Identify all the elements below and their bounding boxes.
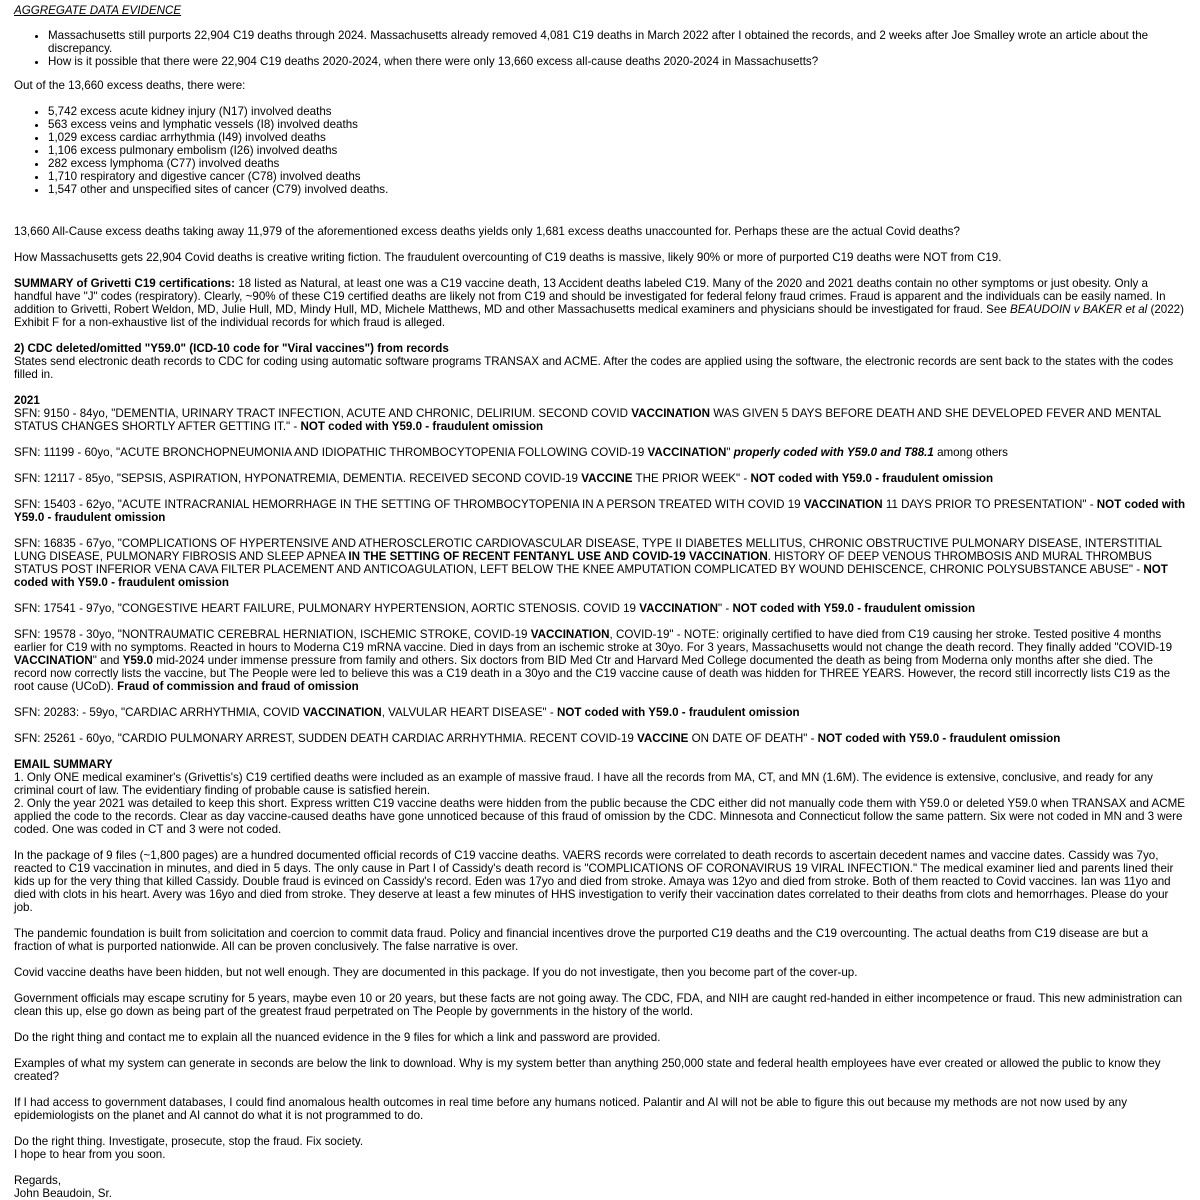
excess-deaths-list xyxy=(14,105,1186,196)
list-item: • 1,106 excess pulmonary embolism (I26) involved deaths xyxy=(48,144,1186,157)
case-citation: BEAUDOIN v BAKER et al xyxy=(1010,303,1148,316)
cdc-section xyxy=(14,342,1186,381)
record-sfn-25261: SFN: 25261 - 60yo, "CARDIO PULMONARY ARREST, SUDDEN DEATH CARDIAC ARRHYTHMIA. RECENT COVID-19 VACCINE ON DATE OF DEATH" - NOT coded with Y59.0 - fraudulent omission xyxy=(14,732,1061,745)
foundation-paragraph: The pandemic foundation is built from solicitation and coercion to commit data fraud. Policy and financial incentives drove the purported C19 deaths and the C19 overcounting. The actual deaths from C19 disease are but a fraction of what is purported nationwide. All can be proven conclusively. The false narrative is over. xyxy=(14,927,1149,953)
record-sfn-20283: SFN: 20283: - 59yo, "CARDIAC ARRHYTHMIA, COVID VACCINATION, VALVULAR HEART DISEASE" - NOT coded with Y59.0 - fraudulent omission xyxy=(14,706,800,719)
email-summary xyxy=(14,758,1186,836)
access-paragraph: If I had access to government databases, I could find anomalous health outcomes in real time before any humans noticed. Palantir and AI will not be able to figure this out because my methods are not now used by any epidemiologists on the planet and AI cannot do what it is not programmed to do. xyxy=(14,1096,1128,1122)
fiction-paragraph: How Massachusetts gets 22,904 Covid deaths is creative writing fiction. The fraudulent overcounting of C19 deaths is massive, likely 90% or more of purported C19 deaths were NOT from C19. xyxy=(14,251,1002,264)
list-item: • Massachusetts still purports 22,904 C19 deaths through 2024. Massachusetts already removed 4,081 C19 deaths in March 2022 after I obtained the records, and 2 weeks after Joe Smalley wrote an article about the discrepancy. xyxy=(48,29,1186,55)
document-heading: AGGREGATE DATA EVIDENCE xyxy=(14,4,182,17)
record-sfn-17541: SFN: 17541 - 97yo, "CONGESTIVE HEART FAILURE, PULMONARY HYPERTENSION, AORTIC STENOSIS. COVID 19 VACCINATION" - NOT coded with Y59.0 - fraudulent omission xyxy=(14,602,976,615)
record-sfn-19578: SFN: 19578 - 30yo, "NONTRAUMATIC CEREBRAL HERNIATION, ISCHEMIC STROKE, COVID-19 VACCINATION, COVID-19" - NOTE: originally certified to have died from C19 causing her stroke. Tested positive 4 months earlier for C19 with no symptoms. Reacted in hours to Moderna C19 mRNA vaccine. Died in days from an ischemic stroke at 30yo. For 3 years, Massachusetts would not change the death record. They finally added "COVID-19 VACCINATION" and Y59.0 mid-2024 under immense pressure from family and others. Six doctors from BID Med Ctr and Harvard Med College documented the death as being from Moderna only months after she died. The record now correctly lists the vaccine, but The People were led to believe this was a C19 death in a 30yo and the C19 vaccine cause of death was hidden for THREE YEARS. However, the record still incorrectly lists C19 as the root cause (UCoD). Fraud of commission and fraud of omission xyxy=(14,628,1173,693)
regards: Regards, xyxy=(14,1174,62,1187)
cdc-section-title: 2) CDC deleted/omitted "Y59.0" (ICD-10 code for "Viral vaccines") from records xyxy=(14,342,449,355)
closing-line-2: I hope to hear from you soon. xyxy=(14,1148,166,1161)
summary-paragraph xyxy=(14,277,1186,329)
excess-intro: Out of the 13,660 excess deaths, there were: xyxy=(14,79,246,92)
list-item: • 282 excess lymphoma (C77) involved deaths xyxy=(48,157,1186,170)
hidden-deaths-paragraph: Covid vaccine deaths have been hidden, but not well enough. They are documented in this package. If you do not investigate, then you become part of the cover-up. xyxy=(14,966,858,979)
list-item: • 5,742 excess acute kidney injury (N17) involved deaths xyxy=(48,105,1186,118)
signature-name: John Beaudoin, Sr. xyxy=(14,1187,112,1200)
intro-bullet-list xyxy=(14,29,1186,68)
closing-line-1: Do the right thing. Investigate, prosecute, stop the fraud. Fix society. xyxy=(14,1135,364,1148)
email-summary-title: EMAIL SUMMARY xyxy=(14,758,113,771)
list-item: • 563 excess veins and lymphatic vessels (I8) involved deaths xyxy=(48,118,1186,131)
summary-text-end: (2022) Exhibit F for a non-exhaustive list of the individual records for which fraud is alleged. xyxy=(14,303,1184,329)
record-sfn-12117: SFN: 12117 - 85yo, "SEPSIS, ASPIRATION, HYPONATREMIA, DEMENTIA. RECEIVED SECOND COVID-19 VACCINE THE PRIOR WEEK" - NOT coded with Y59.0 - fraudulent omission xyxy=(14,472,994,485)
record-sfn-11199: SFN: 11199 - 60yo, "ACUTE BRONCHOPNEUMONIA AND IDIOPATHIC THROMBOCYTOPENIA FOLLOWING COVID-19 VACCINATION" properly coded with Y59.0 and T88.1 among others xyxy=(14,446,1008,459)
list-item: • 1,547 other and unspecified sites of cancer (C79) involved deaths. xyxy=(48,183,1186,196)
list-item: • 1,710 respiratory and digestive cancer (C78) involved deaths xyxy=(48,170,1186,183)
email-summary-item-2: 2. Only the year 2021 was detailed to keep this short. Express written C19 vaccine deaths were hidden from the public because the CDC either did not manually code them with Y59.0 or deleted Y59.0 when TRANSAX and ACME applied the code to the records. Clear as day vaccine-caused deaths have gone unnoticed because of this fraud of omission by the CDC. Minnesota and Connecticut follow the same pattern. Six were not coded in MN and 3 were coded. One was coded in CT and 3 were not coded. xyxy=(14,797,1185,836)
record-sfn-9150: SFN: 9150 - 84yo, "DEMENTIA, URINARY TRACT INFECTION, ACUTE AND CHRONIC, DELIRIUM. SECOND COVID VACCINATION WAS GIVEN 5 DAYS BEFORE DEATH AND SHE DEVELOPED FEVER AND MENTAL STATUS CHANGES SHORTLY AFTER GETTING IT." - NOT coded with Y59.0 - fraudulent omission xyxy=(14,407,1161,433)
record-sfn-15403: SFN: 15403 - 62yo, "ACUTE INTRACRANIAL HEMORRHAGE IN THE SETTING OF THROMBOCYTOPENIA IN A PERSON TREATED WITH COVID 19 VACCINATION 11 DAYS PRIOR TO PRESENTATION" - NOT coded with Y59.0 - fraudulent omission xyxy=(14,498,1186,524)
summary-text: 18 listed as Natural, at least one was a C19 vaccine death, 13 Accident deaths labeled C19. Many of the 2020 and 2021 deaths contain no other symptoms or just obesity. Only a handful have "J" codes (respiratory). Clearly, ~90% of these C19 certified deaths are likely not from C19 and should be investigated for federal felony fraud crimes. Fraud is apparent and the individuals can be easily named. In addition to Grivetti, Robert Weldon, MD, Julie Hull, MD, Mindy Hull, MD, Michele Matthews, MD and other Massachusetts medical examiners and physicians should be investigated for fraud. See xyxy=(14,277,1166,316)
package-paragraph: In the package of 9 files (~1,800 pages) are a hundred documented official records of C19 vaccine deaths. VAERS records were correlated to death records to ascertain decedent names and vaccine dates. Cassidy was 7yo, reacted to C19 vaccination in minutes, and died in 5 days. The only cause in Part I of Cassidy's death record is "COMPLICATIONS OF CORONAVIRUS 19 VIRAL INFECTION." The medical examiner lied and parents lined their kids up for the very thing that killed Cassidy. Double fraud is evinced on Cassidy's record. Eden was 17yo and died from stroke. Amaya was 12yo and died from stroke. Both of them reacted to Covid vaccines. Ian was 11yo and died with clots in his heart. Avery was 16yo and died from stroke. They deserve at least a few minutes of HHS investigation to verify their vaccination dates correlated to their deaths from clots and hemorrhages. Please do your job. xyxy=(14,849,1174,914)
signature-block xyxy=(14,1174,1186,1200)
all-cause-paragraph: 13,660 All-Cause excess deaths taking away 11,979 of the aforementioned excess deaths yields only 1,681 excess deaths unaccounted for. Perhaps these are the actual Covid deaths? xyxy=(14,225,960,238)
list-item: • 1,029 excess cardiac arrhythmia (I49) involved deaths xyxy=(48,131,1186,144)
email-summary-item-1: 1. Only ONE medical examiner's (Grivettis's) C19 certified deaths were included as an example of massive fraud. I have all the records from MA, CT, and MN (1.6M). The evidence is extensive, conclusive, and ready for any criminal court of law. The evidentiary finding of probable cause is satisfied herein. xyxy=(14,771,1153,797)
list-item: • How is it possible that there were 22,904 C19 deaths 2020-2024, when there were only 13,660 excess all-cause deaths 2020-2024 in Massachusetts? xyxy=(48,55,1186,68)
cdc-section-text: States send electronic death records to CDC for coding using automatic software programs TRANSAX and ACME. After the codes are applied using the software, the electronic records are sent back to the states with the codes filled in. xyxy=(14,355,1174,381)
officials-paragraph: Government officials may escape scrutiny for 5 years, maybe even 10 or 20 years, but these facts are not going away. The CDC, FDA, and NIH are caught red-handed in either incompetence or fraud. This new administration can clean this up, else go down as being part of the greatest fraud perpetrated on The People by governments in the history of the world. xyxy=(14,992,1183,1018)
closing-paragraph xyxy=(14,1135,1186,1161)
contact-paragraph: Do the right thing and contact me to explain all the nuanced evidence in the 9 files for which a link and password are provided. xyxy=(14,1031,661,1044)
summary-label: SUMMARY of Grivetti C19 certifications: xyxy=(14,277,235,290)
year-heading: 2021 xyxy=(14,394,40,407)
examples-paragraph: Examples of what my system can generate in seconds are below the link to download. Why is my system better than anything 250,000 state and federal health employees have ever created or allowed the public to know they created? xyxy=(14,1057,1161,1083)
record-sfn-16835: SFN: 16835 - 67yo, "COMPLICATIONS OF HYPERTENSIVE AND ATHEROSCLEROTIC CARDIOVASCULAR DISEASE, TYPE II DIABETES MELLITUS, CHRONIC OBSTRUCTIVE PULMONARY DISEASE, INTERSTITIAL LUNG DISEASE, PULMONARY FIBROSIS AND SLEEP APNEA IN THE SETTING OF RECENT FENTANYL USE AND COVID-19 VACCINATION. HISTORY OF DEEP VENOUS THROMBOSIS AND MURAL THROMBUS STATUS POST INFERIOR VENA CAVA FILTER PLACEMENT AND ANTICOAGULATION, LEFT BELOW THE KNEE AMPUTATION COMPLICATED BY WOUND DEHISCENCE, CHRONIC POLYSUBSTANCE ABUSE" - NOT coded with Y59.0 - fraudulent omission xyxy=(14,537,1168,589)
